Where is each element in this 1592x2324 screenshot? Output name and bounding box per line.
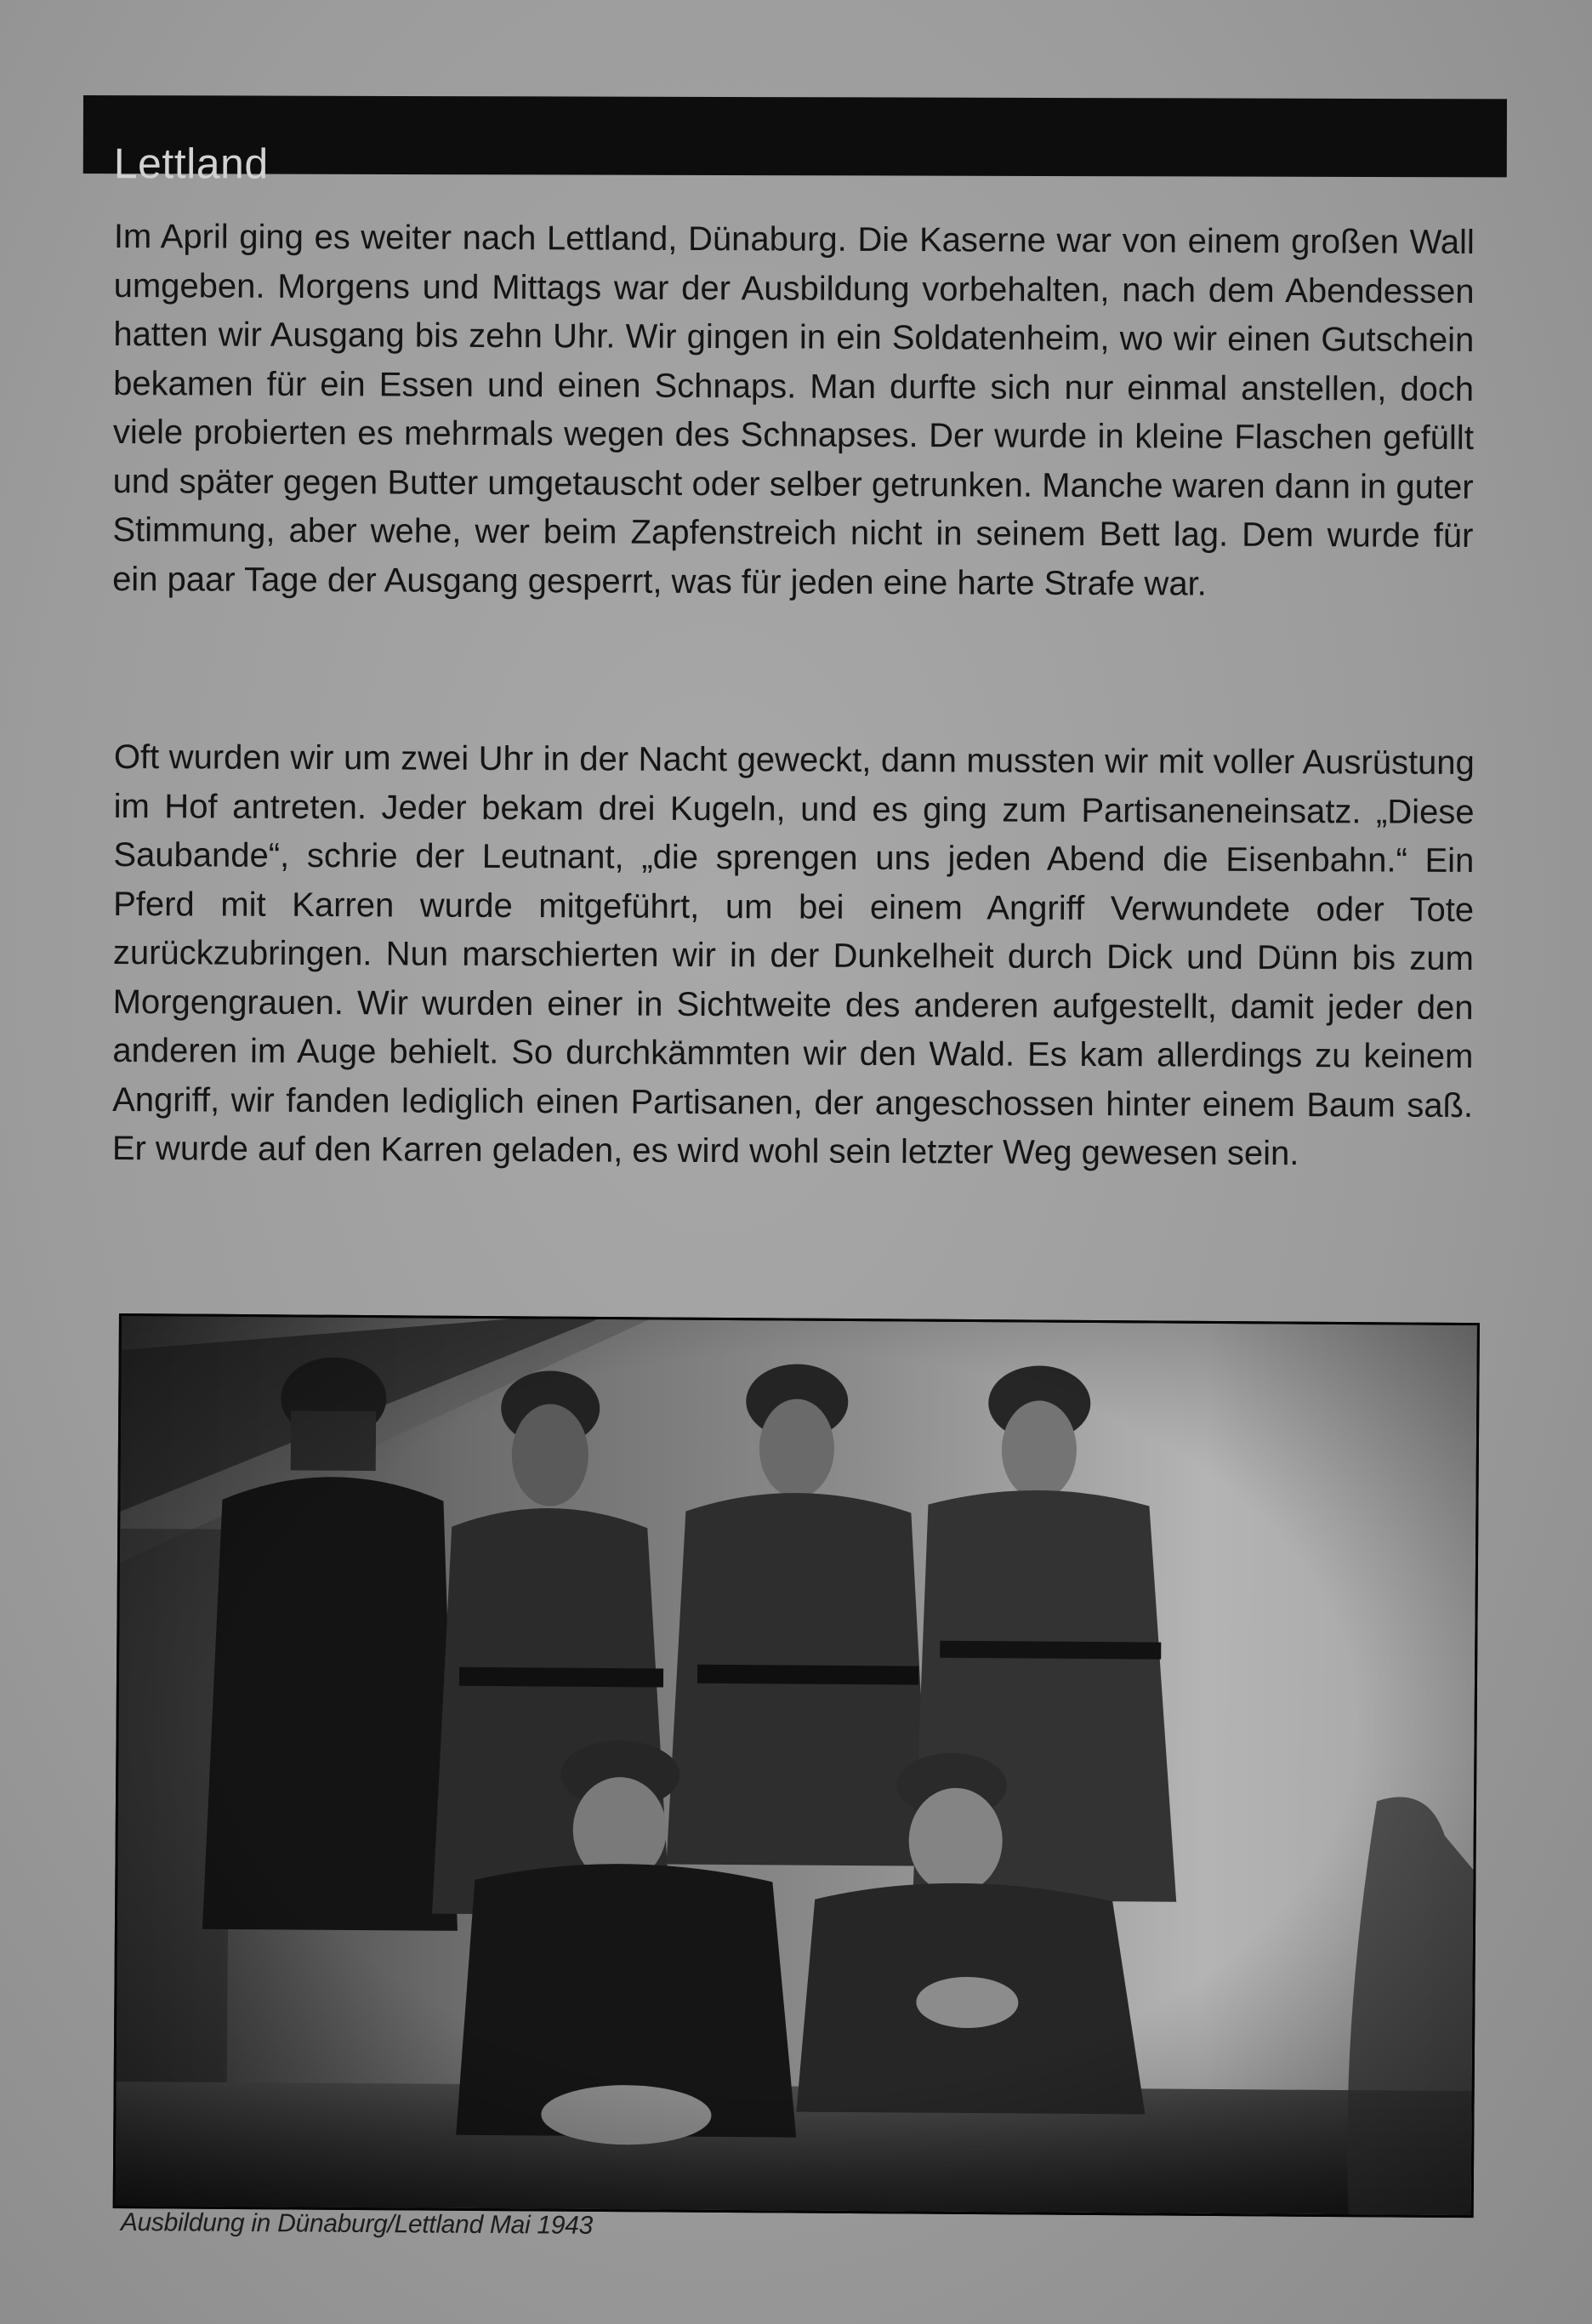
photo-caption: Ausbildung in Dünaburg/Lettland Mai 1943 <box>120 2208 594 2240</box>
section-header-bar <box>83 95 1507 188</box>
section-title: Lettland <box>113 139 269 188</box>
historical-photograph <box>113 1313 1480 2218</box>
body-paragraph-2: Oft wurden wir um zwei Uhr in der Nacht geweckt, dann mussten wir mit voller Ausrüstung im Hof antreten. Jeder bekam drei Kugeln, und es ging zum Partisaneneinsatz. „Diese Saubande“, schrie der Leutnant, „die sprengen uns jeden Abend die Eisenbahn.“ Ein Pferd mit Karren wurde mitgeführt, um bei einem Angriff Verwundete oder Tote zurückzubringen. Nun marschierten wir in der Dunkelheit durch Dick und Dünn bis zum Morgengrauen. Wir wurden einer in Sichtweite des anderen aufgestellt, damit jeder den anderen im Auge behielt. So durchkämmten wir den Wald. Es kam allerdings zu keinem Angriff, wir fanden lediglich einen Partisanen, der angeschossen hinter einem Baum saß. Er wurde auf den Karren geladen, es wird wohl sein letzter Weg gewesen sein. <box>111 738 1475 1173</box>
soldiers-group-photo-image <box>116 1316 1477 2215</box>
body-paragraph-1: Im April ging es weiter nach Lettland, Dünaburg. Die Kaserne war von einem großen Wall umgeben. Morgens und Mittags war der Ausbildung vorbehalten, nach dem Abendessen hatten wir Ausgang bis zehn Uhr. Wir gingen in ein Soldatenheim, wo wir einen Gutschein bekamen für ein Essen und einen Schnaps. Man durfte sich nur einmal anstellen, doch viele probierten es mehrmals wegen des Schnapses. Der wurde in kleine Flaschen gefüllt und später gegen Butter umgetauscht oder selber getrunken. Manche waren dann in guter Stimmung, aber wehe, wer beim Zapfenstreich nicht in seinem Bett lag. Dem wurde für ein paar Tage der Ausgang gesperrt, was für jeden eine harte Strafe war. <box>112 217 1475 603</box>
